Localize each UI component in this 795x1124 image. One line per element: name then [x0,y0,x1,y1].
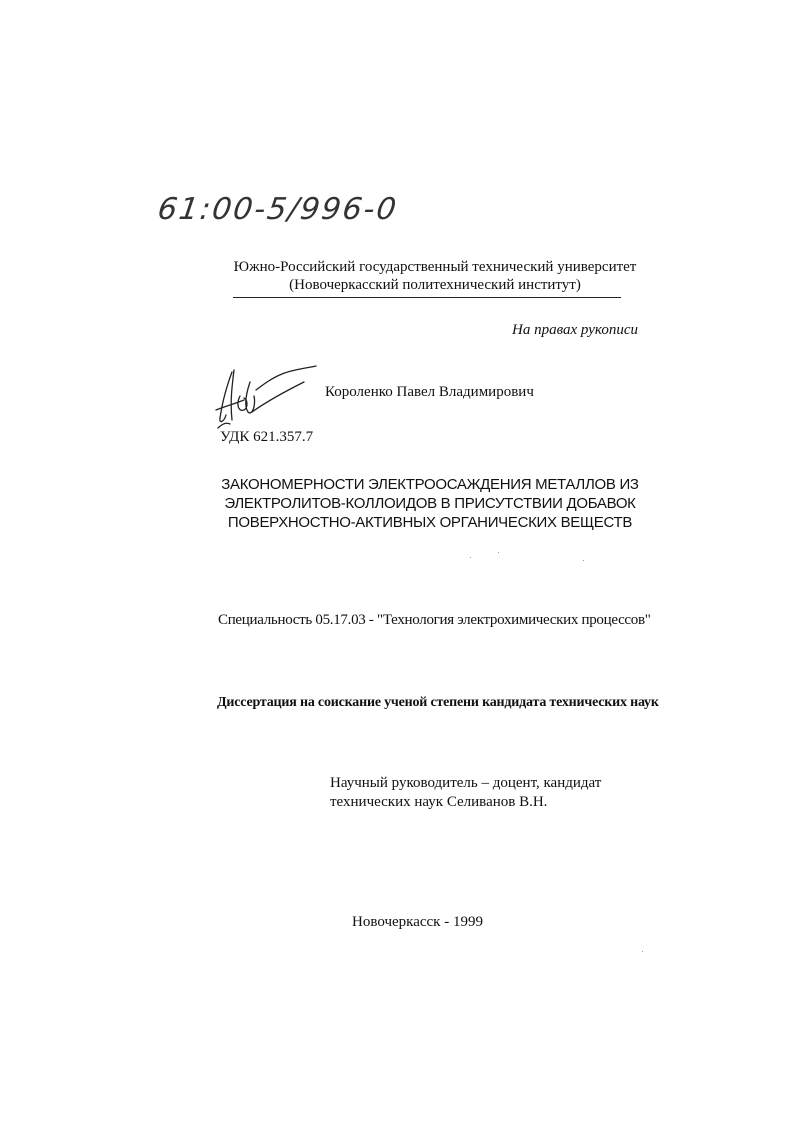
institution-block [230,258,640,294]
scan-speck [583,560,584,561]
scan-speck [470,557,471,558]
title-line: ЭЛЕКТРОЛИТОВ-КОЛЛОИДОВ В ПРИСУТСТВИИ ДОБАВОК [224,495,636,512]
supervisor-line: технических наук Селиванов В.Н. [330,794,548,810]
institution-divider [233,297,621,298]
title-line: ЗАКОНОМЕРНОСТИ ЭЛЕКТРООСАЖДЕНИЯ МЕТАЛЛОВ ИЗ [221,476,639,493]
author-name: Короленко Павел Владимирович [325,384,534,400]
scan-speck [498,552,499,553]
archive-number-handwritten: 61:00-5/996-0 [155,192,401,227]
dissertation-title [200,475,660,532]
dissertation-degree-line: Диссертация на соискание ученой степени кандидата технических наук [217,695,659,710]
speciality-line: Специальность 05.17.03 - "Технология электрохимических процессов" [218,612,651,628]
institution-name: Южно-Российский государственный технический университет [233,259,637,275]
supervisor-block [330,774,630,812]
rights-note: На правах рукописи [512,322,638,338]
udc-code: УДК 621.357.7 [220,429,314,445]
title-line: ПОВЕРХНОСТНО-АКТИВНЫХ ОРГАНИЧЕСКИХ ВЕЩЕСТВ [227,514,633,531]
signature-icon [212,360,322,432]
scan-speck [642,951,643,952]
supervisor-line: Научный руководитель – доцент, кандидат [330,775,602,791]
place-and-year: Новочеркасск - 1999 [352,914,483,930]
institution-former-name: (Новочеркасский политехнический институт) [289,277,581,293]
